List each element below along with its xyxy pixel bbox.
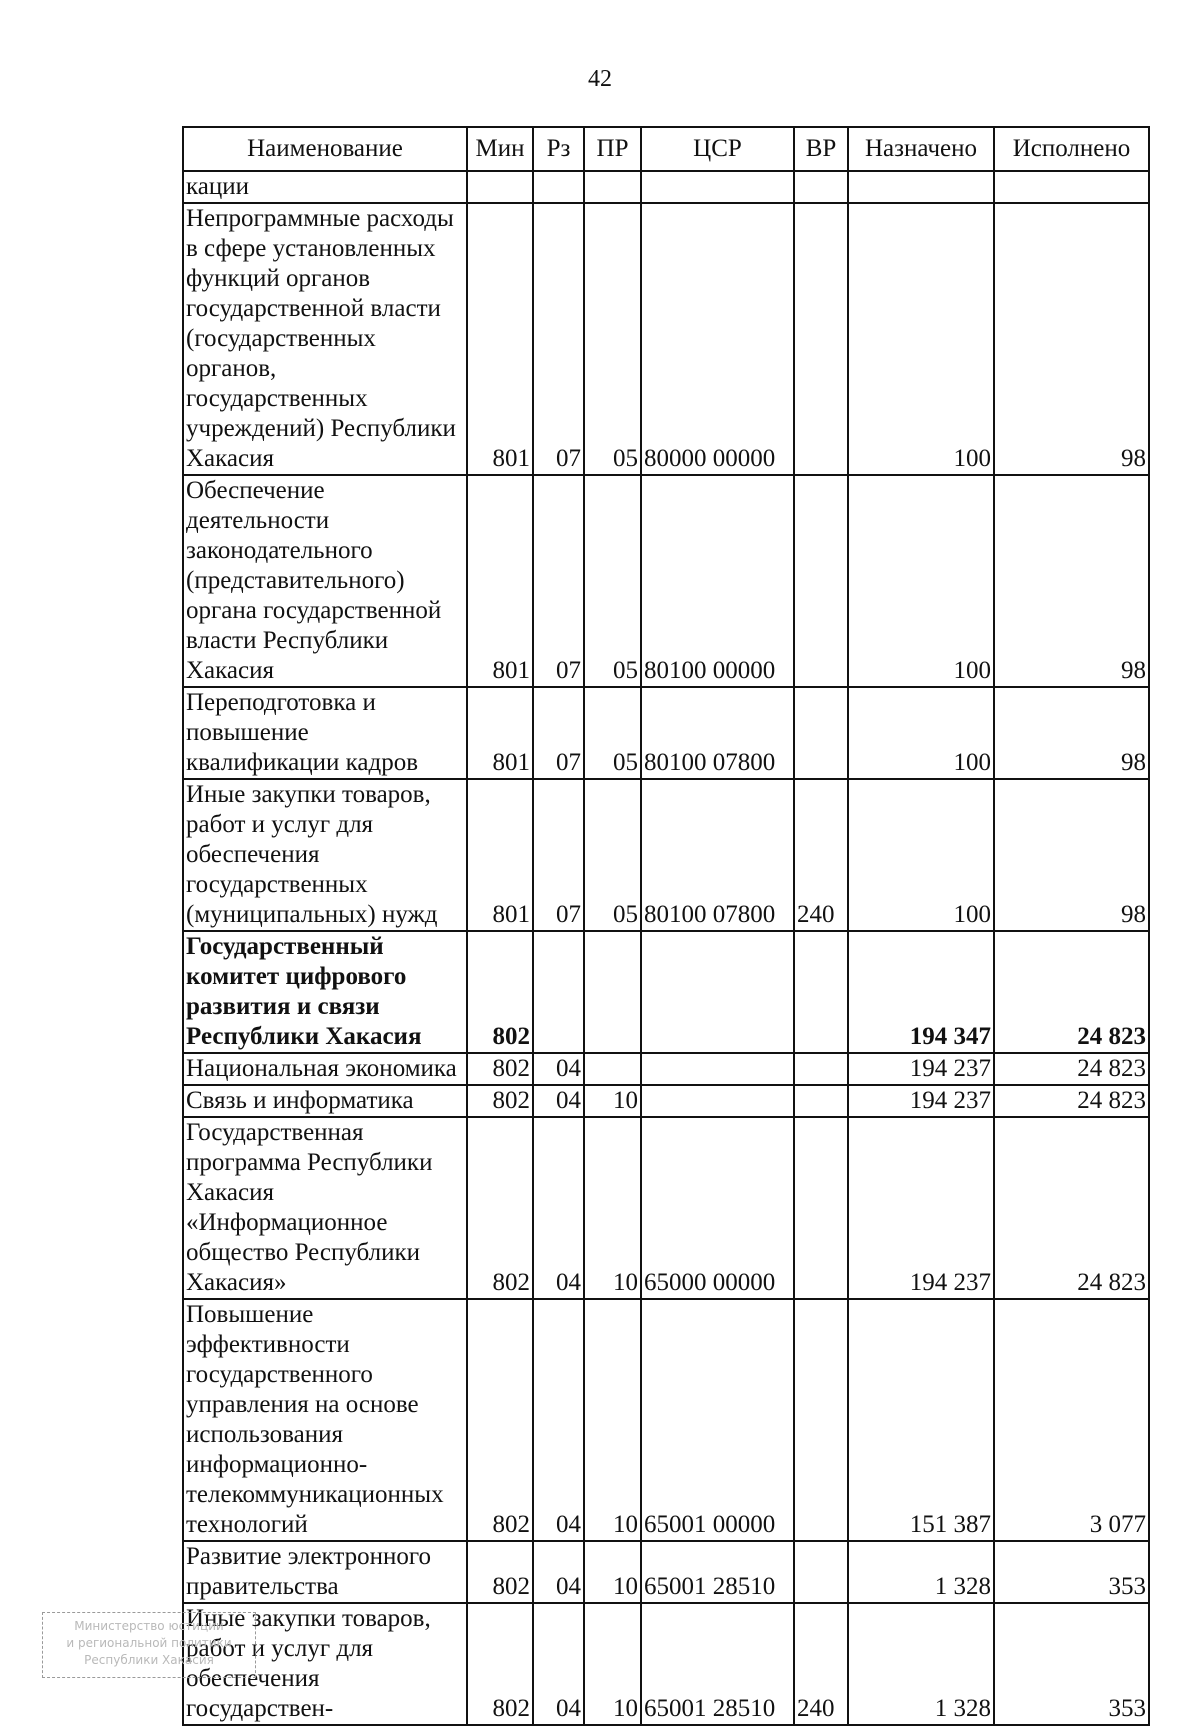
cell-executed: 24 823 xyxy=(994,1085,1149,1117)
page-number: 42 xyxy=(588,66,612,92)
cell-executed: 24 823 xyxy=(994,931,1149,1053)
cell-rz xyxy=(533,931,584,1053)
header-vr: ВР xyxy=(794,127,848,171)
header-rz: Рз xyxy=(533,127,584,171)
stamp-watermark: Министерство юстиции и региональной политики Республики Хакасия xyxy=(42,1612,256,1678)
cell-pr: 05 xyxy=(584,203,641,475)
cell-min: 802 xyxy=(467,931,533,1053)
cell-min: 802 xyxy=(467,1299,533,1541)
budget-table xyxy=(182,126,1150,1726)
cell-rz: 04 xyxy=(533,1541,584,1603)
table-row xyxy=(183,1117,1149,1299)
cell-executed: 98 xyxy=(994,779,1149,931)
cell-csr: 80100 07800 xyxy=(641,687,794,779)
cell-name: Государственная программа Республики Хакасия «Информационное общество Республики Хакасия» xyxy=(183,1117,467,1299)
cell-assigned: 194 347 xyxy=(848,931,994,1053)
cell-rz: 04 xyxy=(533,1299,584,1541)
header-executed: Исполнено xyxy=(994,127,1149,171)
cell-min: 802 xyxy=(467,1117,533,1299)
cell-executed: 353 xyxy=(994,1603,1149,1725)
cell-rz: 07 xyxy=(533,779,584,931)
header-csr: ЦСР xyxy=(641,127,794,171)
cell-pr: 10 xyxy=(584,1117,641,1299)
cell-min: 801 xyxy=(467,475,533,687)
cell-vr xyxy=(794,931,848,1053)
cell-min: 802 xyxy=(467,1603,533,1725)
cell-pr: 05 xyxy=(584,475,641,687)
table-row xyxy=(183,687,1149,779)
cell-pr: 10 xyxy=(584,1085,641,1117)
cell-vr xyxy=(794,1541,848,1603)
cell-pr xyxy=(584,171,641,203)
cell-assigned: 100 xyxy=(848,779,994,931)
header-min: Мин xyxy=(467,127,533,171)
cell-assigned: 194 237 xyxy=(848,1117,994,1299)
cell-csr xyxy=(641,931,794,1053)
cell-pr: 10 xyxy=(584,1541,641,1603)
cell-csr xyxy=(641,1053,794,1085)
cell-vr xyxy=(794,1117,848,1299)
cell-csr: 65001 00000 xyxy=(641,1299,794,1541)
table-row xyxy=(183,1299,1149,1541)
cell-min: 802 xyxy=(467,1053,533,1085)
table-row xyxy=(183,1541,1149,1603)
cell-name: Иные закупки товаров, работ и услуг для обеспечения государствен- xyxy=(183,1603,467,1725)
cell-rz: 04 xyxy=(533,1085,584,1117)
cell-executed: 24 823 xyxy=(994,1053,1149,1085)
cell-assigned: 1 328 xyxy=(848,1541,994,1603)
cell-rz: 07 xyxy=(533,687,584,779)
cell-min xyxy=(467,171,533,203)
cell-rz: 04 xyxy=(533,1117,584,1299)
cell-pr xyxy=(584,1053,641,1085)
cell-csr: 80100 07800 xyxy=(641,779,794,931)
cell-min: 801 xyxy=(467,203,533,475)
cell-min: 801 xyxy=(467,687,533,779)
table-row xyxy=(183,1085,1149,1117)
header-pr: ПР xyxy=(584,127,641,171)
cell-assigned: 1 328 xyxy=(848,1603,994,1725)
cell-vr xyxy=(794,475,848,687)
cell-executed: 3 077 xyxy=(994,1299,1149,1541)
cell-name: Переподготовка и повышение квалификации кадров xyxy=(183,687,467,779)
cell-vr xyxy=(794,1053,848,1085)
cell-rz: 04 xyxy=(533,1053,584,1085)
cell-name: Иные закупки товаров, работ и услуг для обеспечения государственных (муниципальных) нужд xyxy=(183,779,467,931)
table-row xyxy=(183,171,1149,203)
table-row xyxy=(183,779,1149,931)
table-row xyxy=(183,1053,1149,1085)
header-name: Наименование xyxy=(183,127,467,171)
cell-csr xyxy=(641,1085,794,1117)
cell-name: Связь и информатика xyxy=(183,1085,467,1117)
cell-name: Развитие электронного правительства xyxy=(183,1541,467,1603)
cell-assigned: 194 237 xyxy=(848,1085,994,1117)
cell-assigned xyxy=(848,171,994,203)
cell-csr xyxy=(641,171,794,203)
table-header-row xyxy=(183,127,1149,171)
cell-executed xyxy=(994,171,1149,203)
table-row xyxy=(183,1603,1149,1725)
cell-vr xyxy=(794,687,848,779)
cell-vr xyxy=(794,1299,848,1541)
cell-csr: 65000 00000 xyxy=(641,1117,794,1299)
cell-pr: 05 xyxy=(584,779,641,931)
cell-min: 802 xyxy=(467,1085,533,1117)
header-assigned: Назначено xyxy=(848,127,994,171)
cell-csr: 80100 00000 xyxy=(641,475,794,687)
cell-name: Обеспечение деятельности законодательного (представительного) органа государственной власти Республики Хакасия xyxy=(183,475,467,687)
cell-name: Повышение эффективности государственного управления на основе использования информационно-телекоммуникационных технологий xyxy=(183,1299,467,1541)
cell-pr xyxy=(584,931,641,1053)
table-row xyxy=(183,475,1149,687)
table-row xyxy=(183,931,1149,1053)
cell-csr: 80000 00000 xyxy=(641,203,794,475)
cell-csr: 65001 28510 xyxy=(641,1603,794,1725)
cell-rz: 04 xyxy=(533,1603,584,1725)
cell-assigned: 100 xyxy=(848,475,994,687)
cell-executed: 98 xyxy=(994,687,1149,779)
cell-pr: 10 xyxy=(584,1299,641,1541)
cell-assigned: 151 387 xyxy=(848,1299,994,1541)
cell-executed: 353 xyxy=(994,1541,1149,1603)
cell-executed: 98 xyxy=(994,203,1149,475)
cell-rz: 07 xyxy=(533,475,584,687)
cell-pr: 10 xyxy=(584,1603,641,1725)
cell-min: 802 xyxy=(467,1541,533,1603)
cell-name: Государственный комитет цифрового развития и связи Республики Хакасия xyxy=(183,931,467,1053)
cell-assigned: 100 xyxy=(848,203,994,475)
table-row xyxy=(183,203,1149,475)
cell-vr: 240 xyxy=(794,1603,848,1725)
cell-vr xyxy=(794,203,848,475)
cell-executed: 24 823 xyxy=(994,1117,1149,1299)
cell-csr: 65001 28510 xyxy=(641,1541,794,1603)
cell-executed: 98 xyxy=(994,475,1149,687)
cell-assigned: 194 237 xyxy=(848,1053,994,1085)
cell-rz: 07 xyxy=(533,203,584,475)
cell-assigned: 100 xyxy=(848,687,994,779)
cell-name: Национальная экономика xyxy=(183,1053,467,1085)
cell-name: Непрограммные расходы в сфере установленных функций органов государственной власти (государственных органов, государственных учреждений) Республики Хакасия xyxy=(183,203,467,475)
cell-pr: 05 xyxy=(584,687,641,779)
cell-vr: 240 xyxy=(794,779,848,931)
cell-min: 801 xyxy=(467,779,533,931)
cell-rz xyxy=(533,171,584,203)
cell-name: кации xyxy=(183,171,467,203)
cell-vr xyxy=(794,1085,848,1117)
cell-vr xyxy=(794,171,848,203)
